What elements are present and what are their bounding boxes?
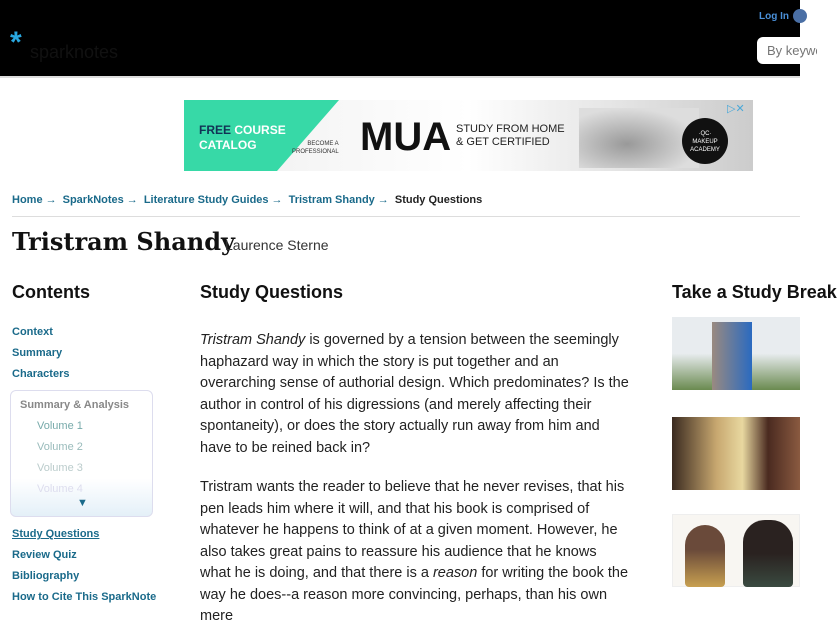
author-name[interactable]: Laurence Sterne (225, 237, 329, 253)
study-break-heading: Take a Study Break (672, 282, 837, 302)
section-heading: Study Questions (200, 282, 344, 302)
sidebar-item-summary[interactable]: Summary (12, 347, 63, 359)
ad-become: BECOME A PROFESSIONAL (292, 141, 339, 155)
breadcrumb-tristram[interactable]: Tristram Shandy (288, 194, 375, 206)
scroll-down-icon[interactable]: ▼ (77, 497, 88, 509)
search-input[interactable] (757, 37, 817, 64)
breadcrumb-sparknotes[interactable]: SparkNotes (62, 194, 124, 206)
sidebar-item-cite[interactable]: How to Cite This SparkNote (12, 591, 157, 603)
summary-analysis-box (10, 390, 153, 517)
volume-link[interactable]: Volume 2 (37, 441, 83, 453)
user-icon[interactable] (793, 9, 807, 23)
sidebar-item-context[interactable]: Context (12, 326, 53, 338)
paragraph-1: Tristram Shandy is governed by a tension between the seemingly haphazard way in which the story is put together and an overarching sense of authorial design. Which predominates? Is the author in control of his digressions (and merely affecting their spontaneity), or does the story actually run away from him and have to be reined back in? (200, 332, 629, 456)
volume-link[interactable]: Volume 4 (37, 483, 83, 495)
ad-mua: MUA (360, 115, 452, 159)
logo-text[interactable]: sparknotes (30, 42, 119, 62)
breadcrumb-lit-guides[interactable]: Literature Study Guides (143, 194, 269, 206)
couple-image (712, 322, 752, 390)
login-link[interactable]: Log In (759, 11, 789, 22)
sidebar-item-characters[interactable]: Characters (12, 368, 70, 380)
study-break-thumbnail[interactable] (672, 514, 800, 587)
volume-link[interactable]: Volume 1 (37, 420, 83, 432)
breadcrumb: Home → SparkNotes → Literature Study Guides → Tristram Shandy → Study Questions (12, 194, 483, 206)
site-header (0, 0, 800, 76)
ad-study: STUDY FROM HOME & GET CERTIFIED (456, 123, 565, 148)
adchoices-icon[interactable]: ▷✕ (727, 103, 745, 115)
volume-link[interactable]: Volume 3 (37, 462, 83, 474)
study-break-thumbnail[interactable] (672, 317, 800, 390)
study-break-thumbnail[interactable] (672, 417, 800, 490)
page-title: Tristram Shandy (12, 227, 235, 256)
summary-analysis-label: Summary & Analysis (20, 399, 130, 411)
breadcrumb-current: Study Questions (394, 194, 483, 206)
sidebar-item-review-quiz[interactable]: Review Quiz (12, 549, 77, 561)
illustration-figure (685, 525, 725, 587)
sidebar-item-bibliography[interactable]: Bibliography (12, 570, 80, 582)
paragraph-2: Tristram wants the reader to believe that he never revises, that his pen leads him where it will, and that his book is comprised of whatever he happens to think of at a given moment. However, he also takes great pains to reassure his audience that he knows what he is doing, and that there is a reason for writing the book the way he does--a reason more convincing, perhaps, than his own mere (200, 479, 629, 624)
ad-eye-image (579, 108, 699, 168)
illustration-figure (743, 520, 793, 587)
ad-qc-badge: ·QC· MAKEUP ACADEMY (682, 118, 728, 164)
ad-free-catalog: FREE COURSE CATALOG (199, 123, 286, 152)
ad-banner[interactable] (184, 100, 753, 171)
header-divider (0, 76, 800, 78)
asterisk-logo-icon[interactable]: * (10, 26, 22, 59)
contents-heading: Contents (12, 282, 90, 302)
breadcrumb-home[interactable]: Home (12, 194, 43, 206)
sidebar-item-study-questions[interactable]: Study Questions (12, 528, 100, 540)
divider (12, 216, 800, 217)
